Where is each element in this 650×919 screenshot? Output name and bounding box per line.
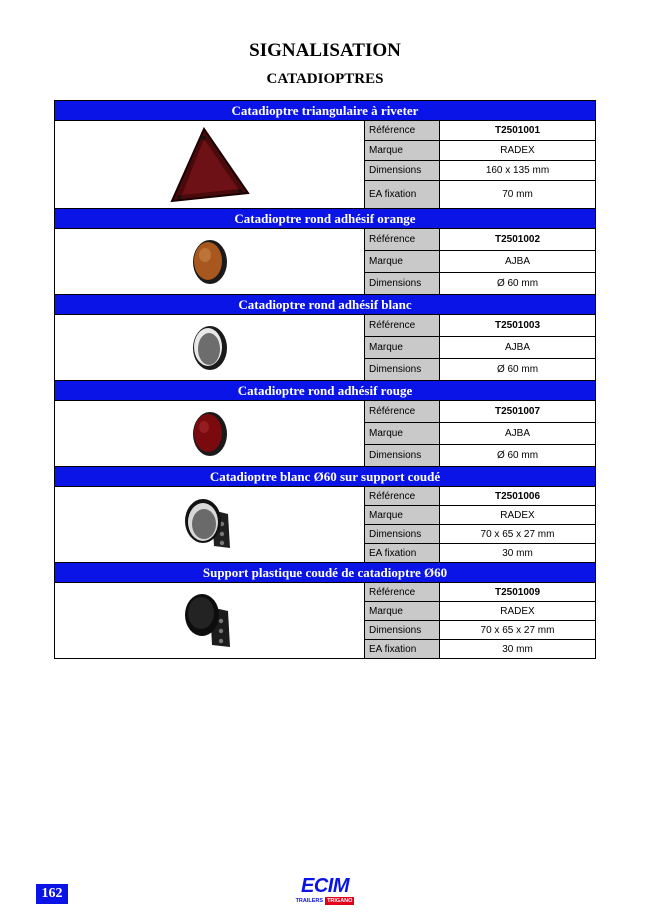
logo-badge: TRIGANO [327,898,353,904]
spec-value: Ø 60 mm [496,278,539,289]
product-title: Support plastique coudé de catadioptre Ø60 [55,562,595,582]
logo-name: ECIM [301,875,349,897]
spec-label: Marque [365,141,440,160]
spec-value: RADEX [500,145,535,157]
spec-label: Marque [365,251,440,272]
spec-value: T2501006 [494,490,541,502]
section-title: CATADIOPTRES [266,71,384,87]
product-title: Catadioptre rond adhésif blanc [55,294,595,314]
white-reflector-on-bracket-icon [55,487,365,562]
spec-label: Référence [365,315,440,336]
spec-row [365,272,595,294]
spec-row [365,401,595,422]
spec-label: Dimensions [365,359,440,380]
spec-row [365,315,595,336]
page-number: 162 [36,884,68,904]
spec-label: Référence [365,583,440,601]
spec-value: Ø 60 mm [496,450,539,461]
plastic-bracket-icon [55,583,365,658]
spec-label: Marque [365,602,440,620]
spec-label: Dimensions [365,621,440,639]
product-row [55,314,595,380]
spec-row [365,583,595,601]
spec-label: Marque [365,506,440,524]
spec-value: Ø 60 mm [496,364,539,375]
round-orange-reflector-icon [55,229,365,294]
spec-value: RADEX [500,605,535,617]
logo-tagline: TRAILERS [295,898,324,904]
spec-value: T2501001 [494,125,541,137]
spec-label: Dimensions [365,525,440,543]
spec-row [365,487,595,505]
round-red-reflector-icon [55,401,365,466]
spec-row [365,422,595,444]
spec-row [365,444,595,466]
spec-value: 30 mm [502,547,533,559]
spec-value: 30 mm [502,643,533,655]
spec-label: Référence [365,401,440,422]
spec-row [365,524,595,543]
product-row [55,400,595,466]
spec-row [365,358,595,380]
round-white-reflector-icon [55,315,365,380]
spec-row [365,180,595,208]
spec-row [365,140,595,160]
product-row [55,228,595,294]
product-row [55,486,595,562]
spec-label: Marque [365,337,440,358]
spec-label: Dimensions [365,445,440,466]
spec-value: T2501002 [494,234,541,245]
spec-value: 70 x 65 x 27 mm [480,528,555,540]
spec-value: T2501007 [494,406,541,417]
spec-label: EA fixation [365,640,440,658]
spec-row [365,336,595,358]
spec-row [365,620,595,639]
spec-value: 70 x 65 x 27 mm [480,624,555,636]
spec-value: T2501003 [494,320,541,331]
spec-label: Référence [365,487,440,505]
product-title: Catadioptre rond adhésif rouge [55,380,595,400]
product-row [55,120,595,208]
spec-label: Dimensions [365,273,440,294]
spec-row [365,250,595,272]
spec-label: Dimensions [365,161,440,180]
spec-row [365,505,595,524]
spec-row [365,601,595,620]
spec-label: EA fixation [365,544,440,562]
spec-row [365,639,595,658]
product-title: Catadioptre blanc Ø60 sur support coudé [55,466,595,486]
spec-value: AJBA [504,256,530,267]
product-title: Catadioptre rond adhésif orange [55,208,595,228]
spec-value: AJBA [504,428,530,439]
spec-value: 70 mm [502,189,533,201]
spec-row [365,160,595,180]
spec-value: AJBA [504,342,530,353]
triangle-reflector-icon [55,121,365,208]
product-catalog [54,100,596,659]
page-title: SIGNALISATION [249,40,401,61]
spec-row [365,229,595,250]
spec-row [365,543,595,562]
spec-row [365,121,595,140]
ecim-logo [290,876,360,906]
spec-value: T2501009 [494,586,541,598]
spec-label: Référence [365,121,440,140]
spec-label: Marque [365,423,440,444]
spec-label: EA fixation [365,181,440,208]
product-row [55,582,595,658]
spec-value: RADEX [500,509,535,521]
product-title: Catadioptre triangulaire à riveter [55,100,595,120]
spec-label: Référence [365,229,440,250]
spec-value: 160 x 135 mm [485,165,550,177]
